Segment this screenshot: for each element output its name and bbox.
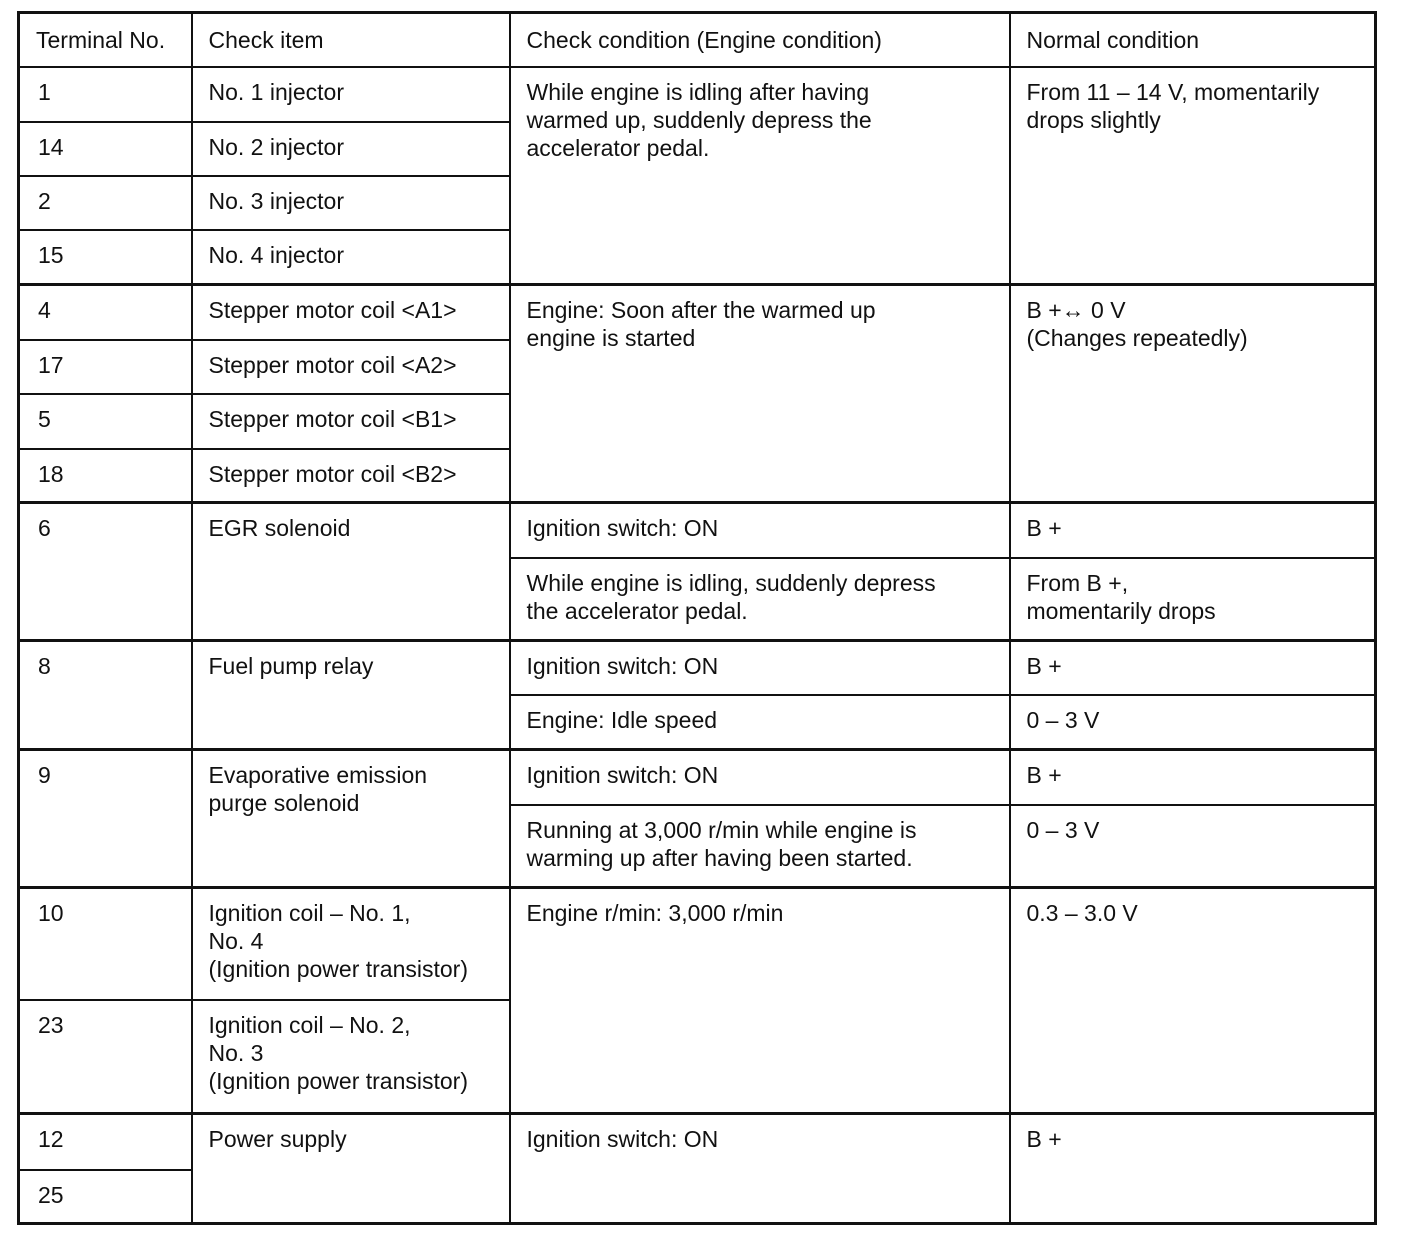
terminal-number: 10 — [19, 888, 192, 1000]
terminal-number: 23 — [19, 1000, 192, 1114]
check-condition: While engine is idling, suddenly depress the accelerator pedal. — [510, 558, 1010, 641]
check-item: Stepper motor coil <B1> — [192, 394, 510, 449]
terminal-number: 15 — [19, 230, 192, 285]
table-row — [19, 67, 1376, 122]
terminal-number: 4 — [19, 285, 192, 340]
terminal-number: 2 — [19, 176, 192, 230]
terminal-number: 1 — [19, 67, 192, 122]
check-condition: Engine: Soon after the warmed up engine is started — [510, 285, 1010, 503]
check-item: Fuel pump relay — [192, 641, 510, 750]
normal-condition: From B +, momentarily drops — [1010, 558, 1376, 641]
check-item: Evaporative emission purge solenoid — [192, 750, 510, 888]
table-row — [19, 641, 1376, 695]
terminal-number: 18 — [19, 449, 192, 503]
check-item: Ignition coil – No. 2, No. 3 (Ignition power transistor) — [192, 1000, 510, 1114]
terminal-number: 17 — [19, 340, 192, 394]
check-item: Stepper motor coil <A1> — [192, 285, 510, 340]
terminal-number: 14 — [19, 122, 192, 176]
normal-condition: B + — [1010, 1114, 1376, 1224]
terminal-number: 6 — [19, 503, 192, 641]
check-condition: Ignition switch: ON — [510, 1114, 1010, 1224]
normal-condition: B + — [1010, 750, 1376, 805]
table-row — [19, 750, 1376, 805]
check-item: Ignition coil – No. 1, No. 4 (Ignition power transistor) — [192, 888, 510, 1000]
terminal-number: 9 — [19, 750, 192, 888]
normal-condition: B + — [1010, 641, 1376, 695]
header-normal-condition: Normal condition — [1010, 13, 1376, 67]
normal-condition: 0 – 3 V — [1010, 695, 1376, 750]
check-item: No. 4 injector — [192, 230, 510, 285]
table-row — [19, 285, 1376, 340]
check-condition: Ignition switch: ON — [510, 503, 1010, 558]
terminal-number: 8 — [19, 641, 192, 750]
check-item: Power supply — [192, 1114, 510, 1224]
normal-condition: B +↔ 0 V (Changes repeatedly) — [1010, 285, 1376, 503]
table-row — [19, 888, 1376, 1000]
header-row — [19, 13, 1376, 67]
normal-condition: From 11 – 14 V, momentarily drops slightly — [1010, 67, 1376, 285]
check-condition: While engine is idling after having warmed up, suddenly depress the accelerator pedal. — [510, 67, 1010, 285]
table-row — [19, 503, 1376, 558]
check-condition: Ignition switch: ON — [510, 750, 1010, 805]
check-item: No. 3 injector — [192, 176, 510, 230]
terminal-number: 25 — [19, 1170, 192, 1224]
header-check-condition: Check condition (Engine condition) — [510, 13, 1010, 67]
check-item: EGR solenoid — [192, 503, 510, 641]
check-condition: Ignition switch: ON — [510, 641, 1010, 695]
normal-condition: B + — [1010, 503, 1376, 558]
check-item: No. 2 injector — [192, 122, 510, 176]
check-condition: Running at 3,000 r/min while engine is warming up after having been started. — [510, 805, 1010, 888]
header-check-item: Check item — [192, 13, 510, 67]
check-item: Stepper motor coil <B2> — [192, 449, 510, 503]
normal-condition: 0 – 3 V — [1010, 805, 1376, 888]
terminal-number: 12 — [19, 1114, 192, 1170]
check-condition: Engine: Idle speed — [510, 695, 1010, 750]
normal-condition: 0.3 – 3.0 V — [1010, 888, 1376, 1114]
table-row — [19, 1114, 1376, 1170]
check-item: No. 1 injector — [192, 67, 510, 122]
check-item: Stepper motor coil <A2> — [192, 340, 510, 394]
terminal-number: 5 — [19, 394, 192, 449]
header-terminal-no: Terminal No. — [19, 13, 192, 67]
terminal-check-table — [17, 11, 1377, 1225]
check-condition: Engine r/min: 3,000 r/min — [510, 888, 1010, 1114]
